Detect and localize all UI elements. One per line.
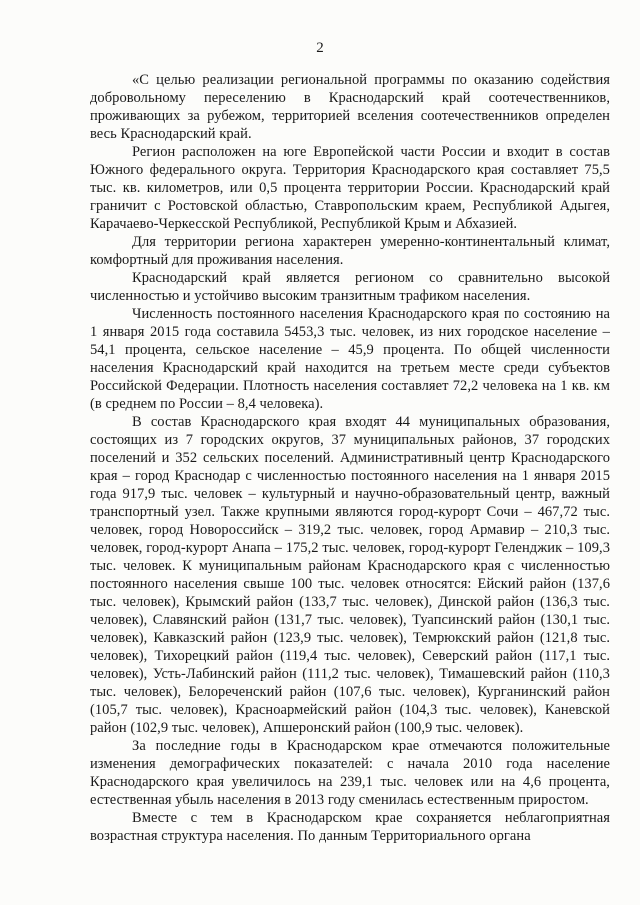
paragraph-climate: Для территории региона характерен умеренно-континентальный климат, комфортный для проживания населения.: [90, 234, 610, 268]
page-number: 2: [316, 40, 324, 56]
paragraph-region-location: Регион расположен на юге Европейской части России и входит в состав Южного федерального округа. Территория Краснодарского края составляет 75,5 тыс. кв. километров, или 0,5 процента территории России. Краснодарский край граничит с Ростовской областью, Ставропольским краем, Республикой Адыгея, Карачаево-Черкесской Республикой, Республикой Крым и Абхазией.: [90, 144, 610, 232]
paragraph-age-structure: Вместе с тем в Краснодарском крае сохраняется неблагоприятная возрастная структура населения. По данным Территориального органа: [90, 810, 610, 844]
paragraph-transit-traffic: Краснодарский край является регионом со сравнительно высокой численностью и устойчиво высоким транзитным трафиком населения.: [90, 270, 610, 304]
paragraph-program-intro: «С целью реализации региональной программы по оказанию содействия добровольному переселению в Краснодарский край соотечественников, проживающих за рубежом, территорией вселения соотечественников определен весь Краснодарский край.: [90, 72, 610, 142]
paragraph-municipalities: В состав Краснодарского края входят 44 муниципальных образования, состоящих из 7 городских округов, 37 муниципальных районов, 37 городских поселений и 352 сельских поселений. Административный центр Краснодарского края – город Краснодар с численностью постоянного населения на 1 января 2015 года 917,9 тыс. человек – культурный и научно-образовательный центр, важный транспортный узел. Также крупными являются город-курорт Сочи – 467,72 тыс. человек, город Новороссийск – 319,2 тыс. человек, город Армавир – 210,3 тыс. человек, город-курорт Анапа – 175,2 тыс. человек, город-курорт Геленджик – 109,3 тыс. человек. К муниципальным районам Краснодарского края с численностью постоянного населения свыше 100 тыс. человек относятся: Ейский район (137,6 тыс. человек), Крымский район (133,7 тыс. человек), Динской район (136,3 тыс. человек), Славянский район (131,7 тыс. человек), Туапсинский район (130,1 тыс. человек), Кавказский район (123,9 тыс. человек), Темрюкский район (121,8 тыс. человек), Тихорецкий район (119,4 тыс. человек), Северский район (117,1 тыс. человек), Усть-Лабинский район (111,2 тыс. человек), Тимашевский район (110,3 тыс. человек), Белореченский район (107,6 тыс. человек), Курганинский район (105,7 тыс. человек), Красноармейский район (104,3 тыс. человек), Каневской район (102,9 тыс. человек), Апшеронский район (100,9 тыс. человек).: [90, 414, 610, 736]
document-body: [90, 71, 610, 845]
paragraph-population: Численность постоянного населения Краснодарского края по состоянию на 1 января 2015 года составила 5453,3 тыс. человек, из них городское население – 54,1 процента, сельское население – 45,9 процента. По общей численности населения Краснодарский край находится на третьем месте среди субъектов Российской Федерации. Плотность населения составляет 72,2 человека на 1 кв. км (в среднем по России – 8,4 человека).: [90, 306, 610, 412]
paragraph-demographics: За последние годы в Краснодарском крае отмечаются положительные изменения демографических показателей: с начала 2010 года население Краснодарского края увеличилось на 239,1 тыс. человек или на 4,6 процента, естественная убыль населения в 2013 году сменилась естественным приростом.: [90, 738, 610, 808]
